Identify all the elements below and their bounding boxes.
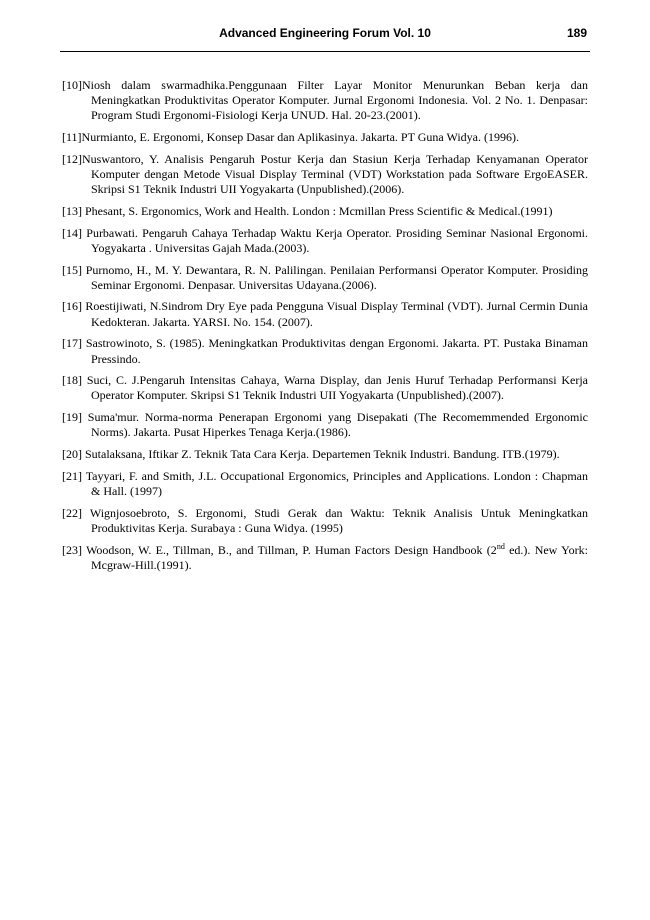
reference-item (62, 543, 588, 573)
reference-number: [11] (62, 130, 82, 145)
reference-text: Nurmianto, E. Ergonomi, Konsep Dasar dan Aplikasinya. Jakarta. PT Guna Widya. (1996). (81, 130, 519, 145)
reference-number: [18] (62, 373, 82, 388)
reference-text-continued: ed.). New York: Mcgraw-Hill.(1991). (91, 542, 588, 572)
reference-item (62, 506, 588, 536)
journal-title: Advanced Engineering Forum Vol. 10 (219, 26, 431, 40)
reference-text: Wignjosoebroto, S. Ergonomi, Studi Gerak dan Waktu: Teknik Analisis Untuk Meningkatkan Produktivitas Kerja. Surabaya : Guna Widya. (1995) (89, 505, 588, 535)
reference-number: [12] (62, 151, 82, 166)
reference-text: Purnomo, H., M. Y. Dewantara, R. N. Palilingan. Penilaian Performansi Operator Komputer. Prosiding Seminar Ergonomi. Denpasar. Universitas Udayana.(2006). (85, 262, 589, 292)
reference-item (62, 373, 588, 403)
reference-number: [16] (62, 299, 82, 314)
reference-text: Phesant, S. Ergonomics, Work and Health. London : Mcmillan Press Scientific & Medical.(1991) (85, 203, 553, 218)
reference-number: [17] (62, 336, 82, 351)
reference-item (62, 336, 588, 366)
reference-number: [19] (62, 410, 82, 425)
reference-item (62, 78, 588, 124)
reference-item (62, 152, 588, 198)
header-rule (60, 51, 590, 52)
reference-item (62, 263, 588, 293)
reference-list (62, 78, 588, 579)
reference-text: Suma'mur. Norma-norma Penerapan Ergonomi yang Disepakati (The Recomemmended Ergonomic Norms). Jakarta. Pusat Hiperkes Tenaga Kerja.(1986). (87, 410, 589, 440)
reference-number: [20] (62, 447, 82, 462)
reference-text: Suci, C. J.Pengaruh Intensitas Cahaya, Warna Display, dan Jenis Huruf Terhadap Performansi Kerja Operator Komputer. Skripsi S1 Teknik Industri UII Yogyakarta (Unpublished).(2007). (86, 373, 589, 403)
reference-text: Purbawati. Pengaruh Cahaya Terhadap Waktu Kerja Operator. Prosiding Seminar Nasional Ergonomi. Yogyakarta . Universitas Gajah Mada.(2003). (86, 225, 588, 255)
reference-item (62, 299, 588, 329)
reference-number: [14] (62, 225, 82, 240)
reference-number: [15] (62, 262, 82, 277)
reference-text: Woodson, W. E., Tillman, B., and Tillman, P. Human Factors Design Handbook (2 (86, 542, 497, 557)
reference-text: Nuswantoro, Y. Analisis Pengaruh Postur Kerja dan Stasiun Kerja Terhadap Kenyamanan Operator Komputer dengan Metode Visual Display Terminal (VDT) Workstation pada Software ErgoEASER. Skripsi S1 Teknik Industri UII Yogyakarta (Unpublished).(2006). (82, 151, 588, 197)
reference-number: [23] (62, 542, 82, 557)
reference-text: Sastrowinoto, S. (1985). Meningkatkan Produktivitas dengan Ergonomi. Jakarta. PT. Pustaka Binaman Pressindo. (85, 336, 589, 366)
reference-item (62, 226, 588, 256)
reference-item (62, 469, 588, 499)
reference-text: Tayyari, F. and Smith, J.L. Occupational Ergonomics, Principles and Applications. London : Chapman & Hall. (1997) (85, 468, 588, 498)
running-header (60, 24, 590, 44)
reference-number: [21] (62, 468, 82, 483)
reference-item (62, 130, 588, 145)
reference-number: [10] (62, 78, 82, 92)
reference-item (62, 204, 588, 219)
reference-number: [13] (62, 203, 82, 218)
reference-text: Sutalaksana, Iftikar Z. Teknik Tata Cara Kerja. Departemen Teknik Industri. Bandung. ITB.(1979). (85, 447, 560, 462)
page-number: 189 (566, 26, 587, 40)
reference-text: Roestijiwati, N.Sindrom Dry Eye pada Pengguna Visual Display Terminal (VDT). Jurnal Cermin Dunia Kedokteran. Jakarta. YARSI. No. 154. (2007). (85, 299, 589, 329)
superscript: nd (496, 541, 505, 551)
reference-item (62, 447, 588, 462)
reference-item (62, 410, 588, 440)
reference-number: [22] (62, 505, 82, 520)
reference-text: Niosh dalam swarmadhika.Penggunaan Filter Layar Monitor Menurunkan Beban kerja dan Meningkatkan Produktivitas Operator Komputer. Jurnal Ergonomi Indonesia. Vol. 2 No. 1. Denpasar: Program Studi Ergonomi-Fisiologi Kerja UNUD. Hal. 20-23.(2001). (82, 78, 588, 123)
